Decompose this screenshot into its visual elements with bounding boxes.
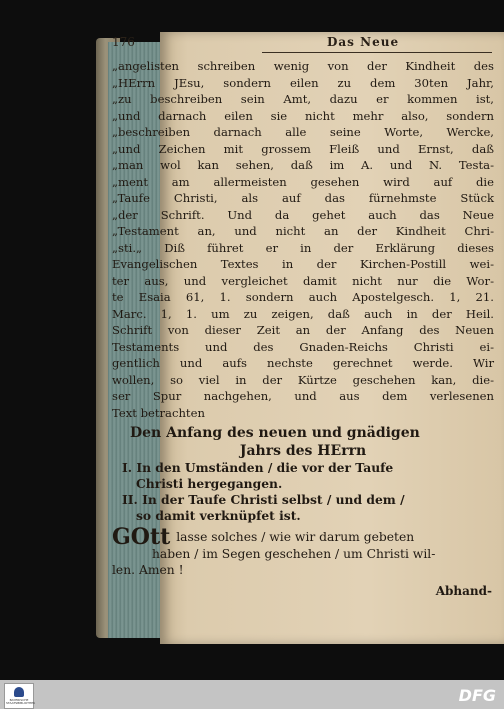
closing-line: len. Amen ! xyxy=(112,563,184,577)
body-line: „beschreiben darnach alle seine Worte, Wercke, xyxy=(112,125,494,139)
dfg-logo: DFG xyxy=(458,686,496,705)
body-line: ser Spur nachgehen, und aus dem verlesenen xyxy=(112,389,494,403)
section-heading xyxy=(112,424,494,460)
page-text xyxy=(112,58,494,578)
outline-item-2 xyxy=(112,492,494,524)
body-line: „und darnach eilen sie nicht mehr also, sondern xyxy=(112,108,494,123)
page-number: 176 xyxy=(112,35,135,49)
library-logo xyxy=(4,683,34,709)
body-line: „ment am allermeisten gesehen wird auf die xyxy=(112,174,494,189)
outline-line: II. In der Taufe Christi selbst / und dem / xyxy=(122,492,405,507)
page-header xyxy=(112,35,492,55)
body-line: Testaments und des Gnaden-Reichs Christi ei- xyxy=(112,339,494,354)
header-rule xyxy=(262,52,492,53)
body-line: Schrift von dieser Zeit an der Anfang des Neuen xyxy=(112,323,494,337)
body-line: ter aus, und vergleichet damit nicht nur die Wor- xyxy=(112,273,494,288)
initial-word: GOtt xyxy=(112,524,171,550)
library-logo-text: BAYERISCHE STAATSBIBLIOTHEK xyxy=(6,698,36,705)
outline-line: so damit verknüpfet ist. xyxy=(136,508,301,523)
outline-line: Christi hergegangen. xyxy=(136,476,283,491)
body-line: Marc. 1, 1. um zu zeigen, daß auch in der Heil. xyxy=(112,306,494,321)
body-paragraph xyxy=(112,58,494,421)
body-line: Evangelischen Textes in der Kirchen-Postill wei- xyxy=(112,257,494,271)
closing-line: lasse solches / wie wir darum gebeten xyxy=(176,530,415,544)
viewer-footer-bar xyxy=(0,680,504,709)
body-line: „angelisten schreiben wenig von der Kindheit des xyxy=(112,59,494,73)
body-line: wollen, so viel in der Kürtze geschehen kan, die- xyxy=(112,372,494,387)
heading-line: Den Anfang des neuen und gnädigen xyxy=(130,425,420,441)
closing-line: haben / im Segen geschehen / um Christi wil- xyxy=(152,547,436,561)
body-line: „sti.„ Diß führet er in der Erklärung dieses xyxy=(112,240,494,255)
body-line: Text betrachten xyxy=(112,405,205,420)
catchword: Abhand- xyxy=(435,584,492,598)
outline-line: I. In den Umständen / die vor der Taufe xyxy=(122,460,394,475)
body-line: „Testament an, und nicht an der Kindheit Chri- xyxy=(112,224,494,238)
body-line: „Taufe Christi, als auf das fürnehmste Stück xyxy=(112,191,494,205)
body-line: te Esaia 61, 1. sondern auch Apostelgesch. 1, 21. xyxy=(112,290,494,304)
closing-prayer xyxy=(112,524,494,578)
body-line: „und Zeichen mit grossem Fleiß und Ernst, daß xyxy=(112,141,494,156)
body-line: „man wol kan sehen, daß im A. und N. Testa- xyxy=(112,158,494,172)
library-logo-icon xyxy=(14,687,24,697)
running-title: Das Neue xyxy=(327,35,400,49)
outline-item-1 xyxy=(112,460,494,492)
body-line: „HErrn JEsu, sondern eilen zu dem 30ten Jahr, xyxy=(112,75,494,90)
heading-line: Jahrs des HErrn xyxy=(239,443,367,459)
body-line: gentlich und aufs nechste gerechnet werde. Wir xyxy=(112,356,494,370)
body-line: „der Schrift. Und da gehet auch das Neue xyxy=(112,207,494,222)
body-line: „zu beschreiben sein Amt, dazu er kommen ist, xyxy=(112,92,494,106)
